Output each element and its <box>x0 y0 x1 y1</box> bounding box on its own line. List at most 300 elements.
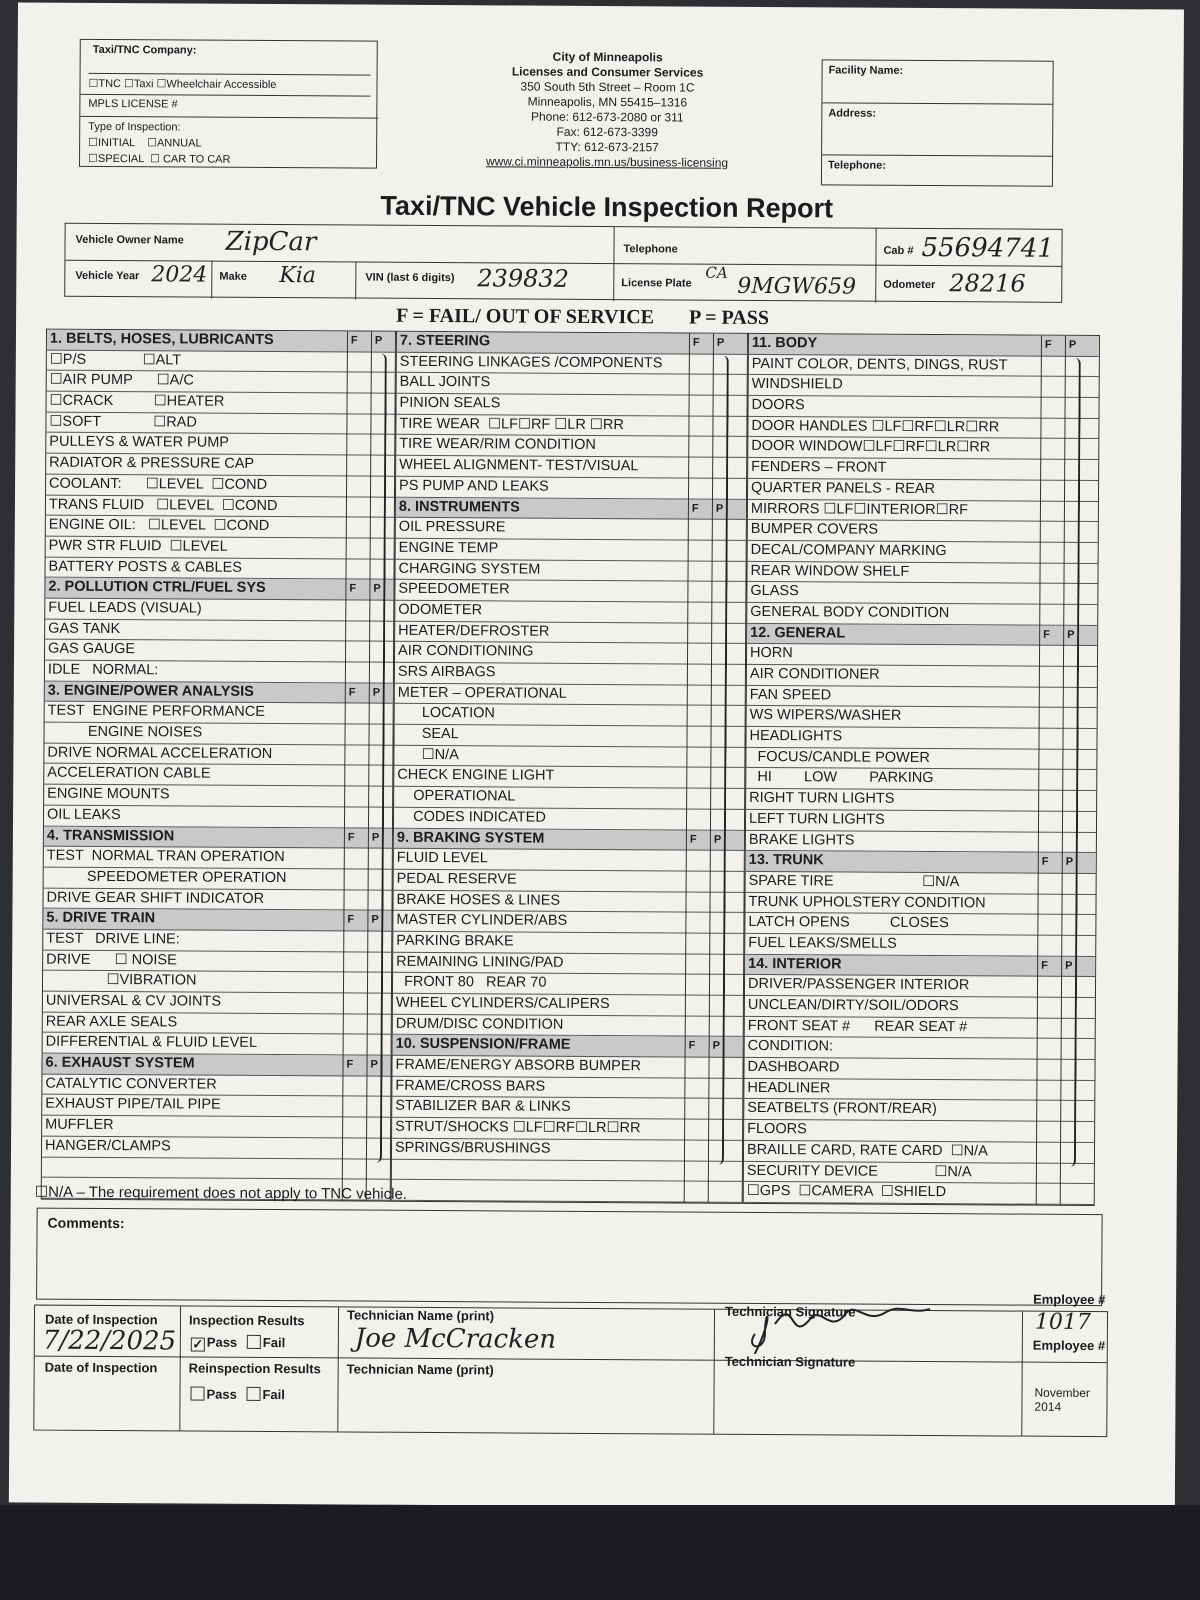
vin-value: 239832 <box>477 264 570 293</box>
fp-header-f: F <box>347 913 355 926</box>
row-label: FUEL LEAKS/SMELLS <box>748 934 897 952</box>
row-label: FUEL LEADS (VISUAL) <box>48 599 202 617</box>
inspection-row <box>394 870 744 893</box>
inspection-row <box>744 1141 1094 1164</box>
inspection-row <box>744 1079 1094 1102</box>
inspection-row <box>395 683 745 706</box>
row-label: SEAL <box>397 725 459 743</box>
reinspection-fail-option[interactable]: Fail <box>244 1387 284 1402</box>
inspection-row <box>396 518 746 541</box>
inspection-row <box>749 355 1099 378</box>
inspection-row <box>395 663 745 686</box>
row-label: ENGINE MOUNTS <box>47 785 170 803</box>
mpls-license-label: MPLS LICENSE # <box>80 94 370 112</box>
inspection-row <box>396 435 746 458</box>
row-label: SEATBELTS (FRONT/REAR) <box>747 1100 937 1118</box>
inspection-row <box>45 640 393 663</box>
inspection-form <box>9 2 1184 1509</box>
row-label: PARKING BRAKE <box>396 932 514 950</box>
inspection-row <box>393 1014 743 1037</box>
row-label: DOORS <box>751 396 805 414</box>
inspection-row <box>43 888 391 911</box>
fp-header-f: F <box>349 582 357 595</box>
reinspection-employee-label: Employee # <box>1032 1337 1106 1354</box>
row-label: ODOMETER <box>398 601 483 619</box>
inspection-row <box>748 417 1098 440</box>
row-label: SPEEDOMETER OPERATION <box>46 868 287 886</box>
row-label: FOCUS/CANDLE POWER <box>749 748 930 766</box>
inspection-row <box>397 373 747 396</box>
inspection-row <box>394 849 744 872</box>
inspection-row <box>747 624 1097 647</box>
row-label: 4. TRANSMISSION <box>46 827 175 844</box>
row-label: COOLANT: ☐LEVEL ☐COND <box>49 475 268 493</box>
row-label: LOCATION <box>397 705 495 722</box>
cab-value: 55694741 <box>921 232 1054 264</box>
row-label: FRAME/CROSS BARS <box>395 1077 546 1095</box>
row-label: STABILIZER BAR & LINKS <box>395 1098 571 1116</box>
inspection-row <box>46 536 394 559</box>
row-label: AIR CONDITIONER <box>749 665 880 683</box>
comments-box[interactable] <box>36 1208 1106 1308</box>
fp-header-p: P <box>1067 628 1075 641</box>
fp-header-f: F <box>689 833 697 846</box>
inspection-row <box>395 559 745 582</box>
inspection-row <box>397 394 747 417</box>
inspection-row <box>47 371 395 394</box>
row-label: BRAILLE CARD, RATE CARD ☐N/A <box>746 1141 988 1160</box>
tech-signature-label: Technician Signature <box>724 1303 856 1320</box>
row-label: RIGHT TURN LIGHTS <box>749 790 895 807</box>
inspection-row <box>393 952 743 975</box>
row-label: EXHAUST PIPE/TAIL PIPE <box>45 1096 221 1114</box>
row-label: DOOR HANDLES ☐LF☐RF☐LR☐RR <box>751 417 1000 436</box>
inspection-row <box>42 1116 390 1139</box>
inspection-row <box>44 826 392 849</box>
inspection-row <box>393 994 743 1017</box>
row-label: CATALYTIC CONVERTER <box>45 1075 217 1093</box>
inspection-row <box>396 456 746 479</box>
results-label: Inspection Results <box>188 1312 305 1329</box>
row-label: ENGINE OIL: ☐LEVEL ☐COND <box>48 516 270 535</box>
row-label: UNCLEAN/DIRTY/SOIL/ODORS <box>747 996 959 1015</box>
pass-option[interactable]: ✓ Pass <box>192 1334 238 1352</box>
row-label: FENDERS – FRONT <box>751 459 887 476</box>
row-label: 11. BODY <box>751 334 818 352</box>
inspection-row <box>747 561 1097 584</box>
inspection-row <box>44 723 392 746</box>
row-label: ACCELERATION CABLE <box>47 765 211 783</box>
row-label: DRIVE GEAR SHIFT INDICATOR <box>46 889 265 907</box>
owner-label: Vehicle Owner Name <box>75 233 184 247</box>
inspection-row <box>747 686 1097 709</box>
inspection-row <box>392 1139 742 1162</box>
inspection-row <box>747 603 1097 626</box>
row-label: GAS GAUGE <box>48 640 136 658</box>
inspection-row <box>46 433 394 456</box>
inspection-row <box>44 867 392 890</box>
row-label: SPRINGS/BRUSHINGS <box>394 1139 551 1157</box>
row-label: FLUID LEVEL <box>396 849 488 867</box>
reinspection-tech-label: Technician Name (print) <box>346 1361 494 1378</box>
pass-checkbox[interactable]: ✓ <box>192 1336 204 1352</box>
row-label: 7. STEERING <box>399 332 491 350</box>
make-label: Make <box>219 270 247 283</box>
row-label: HEADLIGHTS <box>749 727 843 745</box>
row-label: DRIVE ☐ NOISE <box>46 951 177 969</box>
inspection-type-row2: ☐SPECIAL ☐ CAR TO CAR <box>88 152 231 166</box>
inspection-row <box>43 1012 391 1035</box>
inspection-row <box>46 412 394 435</box>
date-value: 7/22/2025 <box>42 1325 177 1357</box>
row-label: STEERING LINKAGES /COMPONENTS <box>399 353 663 372</box>
inspection-row <box>392 1180 742 1203</box>
row-label: ☐CRACK ☐HEATER <box>49 392 225 410</box>
row-label: TEST DRIVE LINE: <box>46 930 180 948</box>
inspection-row <box>394 828 744 851</box>
inspection-row <box>46 495 394 518</box>
reinspection-signature-label: Technician Signature <box>724 1353 856 1370</box>
row-label: IDLE NORMAL: <box>47 661 159 679</box>
column-right <box>743 333 1100 1206</box>
inspection-row <box>43 971 391 994</box>
form-title: Taxi/TNC Vehicle Inspection Report <box>380 190 834 224</box>
inspection-row <box>748 458 1098 481</box>
tech-name-value: Joe McCracken <box>354 1323 557 1355</box>
na-note: ☐N/A – The requirement does not apply to TNC vehicle. <box>34 1183 408 1203</box>
plate-state: CA <box>705 263 728 282</box>
row-label: BRAKE LIGHTS <box>748 831 855 849</box>
row-label: ☐N/A <box>397 746 459 763</box>
inspection-row <box>744 1099 1094 1122</box>
inspection-row <box>747 644 1097 667</box>
inspection-row <box>746 830 1096 853</box>
inspection-row <box>44 785 392 808</box>
row-label: HANGER/CLAMPS <box>44 1137 171 1155</box>
fail-pass-legend: F = FAIL/ OUT OF SERVICE P = PASS <box>396 304 770 330</box>
row-label: 6. EXHAUST SYSTEM <box>45 1054 195 1072</box>
row-label: CONDITION: <box>747 1038 834 1055</box>
inspection-row <box>747 582 1097 605</box>
inspection-row <box>392 1056 742 1079</box>
inspection-row <box>396 415 746 438</box>
row-label: PWR STR FLUID ☐LEVEL <box>48 537 228 555</box>
row-label: WINDSHIELD <box>751 376 843 393</box>
fp-header-p: P <box>370 1058 378 1071</box>
inspection-row <box>396 539 746 562</box>
row-label: 3. ENGINE/POWER ANALYSIS <box>47 682 254 700</box>
row-label: LATCH OPENS CLOSES <box>748 914 949 932</box>
inspection-type-label: Type of Inspection: <box>80 116 378 135</box>
owner-value: ZipCar <box>225 226 317 258</box>
inspection-row <box>745 934 1095 957</box>
row-label: BRAKE HOSES & LINES <box>396 891 561 909</box>
fp-header-p: P <box>1068 338 1077 351</box>
row-label: ☐AIR PUMP ☐A/C <box>49 372 194 389</box>
facility-name-label: Facility Name: <box>828 64 904 77</box>
row-label: METER – OPERATIONAL <box>397 684 567 702</box>
inspection-row <box>395 621 745 644</box>
cab-label: Cab # <box>883 244 914 257</box>
fp-header-f: F <box>1041 959 1048 972</box>
row-label: MUFFLER <box>45 1116 114 1134</box>
inspection-row <box>749 375 1099 398</box>
row-label: AIR CONDITIONING <box>398 643 534 660</box>
row-label: TIRE WEAR/RIM CONDITION <box>399 436 596 454</box>
row-label: ☐GPS ☐CAMERA ☐SHIELD <box>746 1183 947 1201</box>
inspection-row <box>748 479 1098 502</box>
inspection-row <box>746 872 1096 895</box>
row-label: RADIATOR & PRESSURE CAP <box>49 454 255 473</box>
company-box <box>79 39 378 169</box>
inspection-row <box>395 704 745 727</box>
fp-header-f: F <box>691 502 699 515</box>
inspection-row <box>43 930 391 953</box>
inspection-row <box>392 1076 742 1099</box>
inspection-row <box>45 557 393 580</box>
row-label: GENERAL BODY CONDITION <box>750 603 950 622</box>
row-label: PS PUMP AND LEAKS <box>399 477 549 495</box>
inspection-row <box>45 578 393 601</box>
inspection-row <box>745 1037 1095 1060</box>
inspection-row <box>749 334 1099 357</box>
telephone-label: Telephone <box>623 243 678 256</box>
company-label: Taxi/TNC Company: <box>92 43 197 57</box>
row-label: BUMPER COVERS <box>750 521 879 538</box>
inspection-row <box>746 810 1096 833</box>
inspection-row <box>43 992 391 1015</box>
inspection-row <box>44 847 392 870</box>
inspection-row <box>746 768 1096 791</box>
row-label: CODES INDICATED <box>396 808 546 826</box>
fp-header-p: P <box>713 833 722 846</box>
fp-header-p: P <box>1065 959 1073 972</box>
row-label: DRUM/DISC CONDITION <box>395 1015 564 1033</box>
row-label: TEST ENGINE PERFORMANCE <box>47 703 265 721</box>
row-label: FAN SPEED <box>749 686 832 704</box>
inspection-row <box>395 580 745 603</box>
inspection-row <box>395 642 745 665</box>
inspection-row <box>45 681 393 704</box>
row-label: HEADLINER <box>747 1079 831 1097</box>
inspection-row <box>42 1054 390 1077</box>
inspection-row <box>45 599 393 622</box>
inspection-row <box>393 932 743 955</box>
inspection-row <box>394 787 744 810</box>
fp-header-f: F <box>346 1058 354 1071</box>
inspection-row <box>744 1161 1094 1184</box>
fp-header-p: P <box>374 334 383 347</box>
inspection-row <box>748 437 1098 460</box>
signature-section <box>33 1291 1108 1438</box>
inspection-row <box>393 911 743 934</box>
row-label: 1. BELTS, HOSES, LUBRICANTS <box>49 330 274 349</box>
employee-value: 1017 <box>1034 1309 1092 1336</box>
row-label: ☐VIBRATION <box>45 971 197 989</box>
row-label: 5. DRIVE TRAIN <box>46 909 156 927</box>
date-label: Date of Inspection <box>44 1311 158 1328</box>
inspection-row <box>394 808 744 831</box>
row-label: PULLEYS & WATER PUMP <box>49 434 230 452</box>
row-label: ☐SOFT ☐RAD <box>49 413 197 431</box>
office-web-link[interactable]: www.ci.minneapolis.mn.us/business-licensing <box>485 154 729 170</box>
row-label: CHARGING SYSTEM <box>398 560 541 578</box>
inspection-row <box>45 661 393 684</box>
fp-header-p: P <box>371 913 379 926</box>
fp-header-p: P <box>371 831 380 844</box>
fp-header-f: F <box>347 830 355 844</box>
inspection-row <box>394 766 744 789</box>
inspection-row <box>748 499 1098 522</box>
inspection-row <box>43 909 391 932</box>
row-label: OIL PRESSURE <box>398 518 506 536</box>
employee-label: Employee # <box>1033 1291 1106 1308</box>
inspection-row <box>47 350 395 373</box>
column-left <box>41 329 396 1202</box>
year-label: Vehicle Year <box>75 269 140 283</box>
inspection-row <box>42 1157 390 1180</box>
plate-value: 9MGW659 <box>737 273 857 300</box>
inspection-row <box>746 851 1096 874</box>
inspection-row <box>748 396 1098 419</box>
inspection-row <box>45 619 393 642</box>
office-tty: TTY: 612-673-2157 <box>555 139 659 155</box>
fp-header-f: F <box>350 334 358 347</box>
row-label: GLASS <box>750 583 799 600</box>
inspection-row <box>745 955 1095 978</box>
background-shadow <box>0 1505 1200 1600</box>
row-label: PAINT COLOR, DENTS, DINGS, RUST <box>751 355 1008 374</box>
row-label: SPEEDOMETER <box>398 581 510 598</box>
row-label: BALL JOINTS <box>399 374 491 391</box>
facility-address-label: Address: <box>822 102 1052 124</box>
inspection-row <box>745 996 1095 1019</box>
inspection-row <box>392 1159 742 1182</box>
row-label: REMAINING LINING/PAD <box>396 953 564 971</box>
row-label: REAR WINDOW SHELF <box>750 562 910 580</box>
column-middle <box>391 331 748 1204</box>
office-phone: Phone: 612-673-2080 or 311 <box>530 109 684 125</box>
row-label: DRIVE NORMAL ACCELERATION <box>47 744 273 762</box>
comments-label: Comments: <box>47 1214 125 1232</box>
row-label: TRUNK UPHOLSTERY CONDITION <box>748 893 986 911</box>
inspection-row <box>46 474 394 497</box>
office-fax: Fax: 612-673-3399 <box>556 124 658 140</box>
fp-header-f: F <box>692 336 700 349</box>
row-label: TIRE WEAR ☐LF☐RF ☐LR ☐RR <box>399 415 624 433</box>
inspection-row <box>43 950 391 973</box>
row-label: GAS TANK <box>48 620 121 637</box>
row-label: WS WIPERS/WASHER <box>749 707 902 725</box>
row-label: ENGINE TEMP <box>398 539 499 557</box>
inspection-row <box>392 1118 742 1141</box>
row-label: 10. SUSPENSION/FRAME <box>395 1036 571 1054</box>
year-value: 2024 <box>151 262 208 288</box>
inspection-row <box>43 1033 391 1056</box>
facility-telephone-label: Telephone: <box>822 154 1052 176</box>
fp-header-f: F <box>1041 855 1049 868</box>
row-label: WHEEL CYLINDERS/CALIPERS <box>395 994 610 1013</box>
row-label: OIL LEAKS <box>47 806 121 823</box>
inspection-row <box>747 706 1097 729</box>
revision-date: November 2014 <box>1034 1385 1090 1414</box>
row-label: MASTER CYLINDER/ABS <box>396 912 568 930</box>
row-label: FRAME/ENERGY ABSORB BUMPER <box>395 1056 642 1075</box>
inspection-row <box>745 975 1095 998</box>
reinspection-label: Reinspection Results <box>188 1360 321 1377</box>
facility-box <box>821 59 1054 186</box>
inspection-row <box>46 516 394 539</box>
row-label: BATTERY POSTS & CABLES <box>48 558 243 576</box>
row-label: OPERATIONAL <box>397 787 516 805</box>
inspection-row <box>396 497 746 520</box>
inspection-row <box>746 727 1096 750</box>
office-header <box>457 49 758 171</box>
fp-header-p: P <box>1065 856 1074 869</box>
office-dept: Licenses and Consumer Services <box>511 64 704 80</box>
row-label: CHECK ENGINE LIGHT <box>397 767 555 785</box>
row-label: 12. GENERAL <box>750 624 846 642</box>
fail-option[interactable]: Fail <box>245 1335 285 1350</box>
inspection-row <box>393 890 743 913</box>
inspection-row <box>746 789 1096 812</box>
inspection-row <box>46 454 394 477</box>
row-label: DOOR WINDOW☐LF☐RF☐LR☐RR <box>751 438 991 456</box>
reinspection-pass-option[interactable]: Pass <box>188 1387 236 1402</box>
fp-header-p: P <box>712 1040 721 1053</box>
row-label: QUARTER PANELS - REAR <box>751 479 936 497</box>
fail-checkbox[interactable] <box>247 1335 261 1349</box>
inspection-row <box>42 1136 390 1159</box>
row-label: SECURITY DEVICE ☐N/A <box>746 1162 972 1180</box>
inspection-row <box>45 702 393 725</box>
reinspection-fail-checkbox[interactable] <box>246 1387 260 1401</box>
inspection-row <box>744 1182 1094 1205</box>
row-label: HORN <box>750 645 793 662</box>
row-label: FRONT 80 REAR 70 <box>395 974 547 991</box>
inspection-row <box>747 665 1097 688</box>
inspection-row <box>748 520 1098 543</box>
row-label: REAR AXLE SEALS <box>45 1013 178 1031</box>
inspection-row <box>394 725 744 748</box>
fp-header-f: F <box>688 1039 696 1052</box>
row-label: 14. INTERIOR <box>748 955 842 973</box>
row-label: ☐P/S ☐ALT <box>49 351 182 369</box>
company-options: ☐TNC ☐Taxi ☐Wheelchair Accessible <box>88 73 370 92</box>
row-label: ENGINE NOISES <box>47 723 203 741</box>
make-value: Kia <box>279 263 317 289</box>
tech-name-label: Technician Name (print) <box>346 1307 495 1324</box>
row-label: TEST NORMAL TRAN OPERATION <box>46 847 285 866</box>
row-label: SPARE TIRE ☐N/A <box>748 872 960 891</box>
inspection-row <box>395 601 745 624</box>
inspection-row <box>47 330 395 353</box>
inspection-row <box>44 743 392 766</box>
inspection-row <box>44 764 392 787</box>
row-label: HEATER/DEFROSTER <box>398 622 550 640</box>
inspection-row <box>44 805 392 828</box>
inspection-row <box>748 541 1098 564</box>
fp-header-p: P <box>715 502 724 515</box>
inspection-row <box>42 1074 390 1097</box>
row-label: LEFT TURN LIGHTS <box>748 810 885 828</box>
row-label: HI LOW PARKING <box>749 769 934 787</box>
reinspection-pass-checkbox[interactable] <box>190 1387 204 1401</box>
inspection-row <box>42 1095 390 1118</box>
row-label: PEDAL RESERVE <box>396 870 517 888</box>
inspection-row <box>745 1017 1095 1040</box>
row-label: WHEEL ALIGNMENT- TEST/VISUAL <box>399 456 639 475</box>
